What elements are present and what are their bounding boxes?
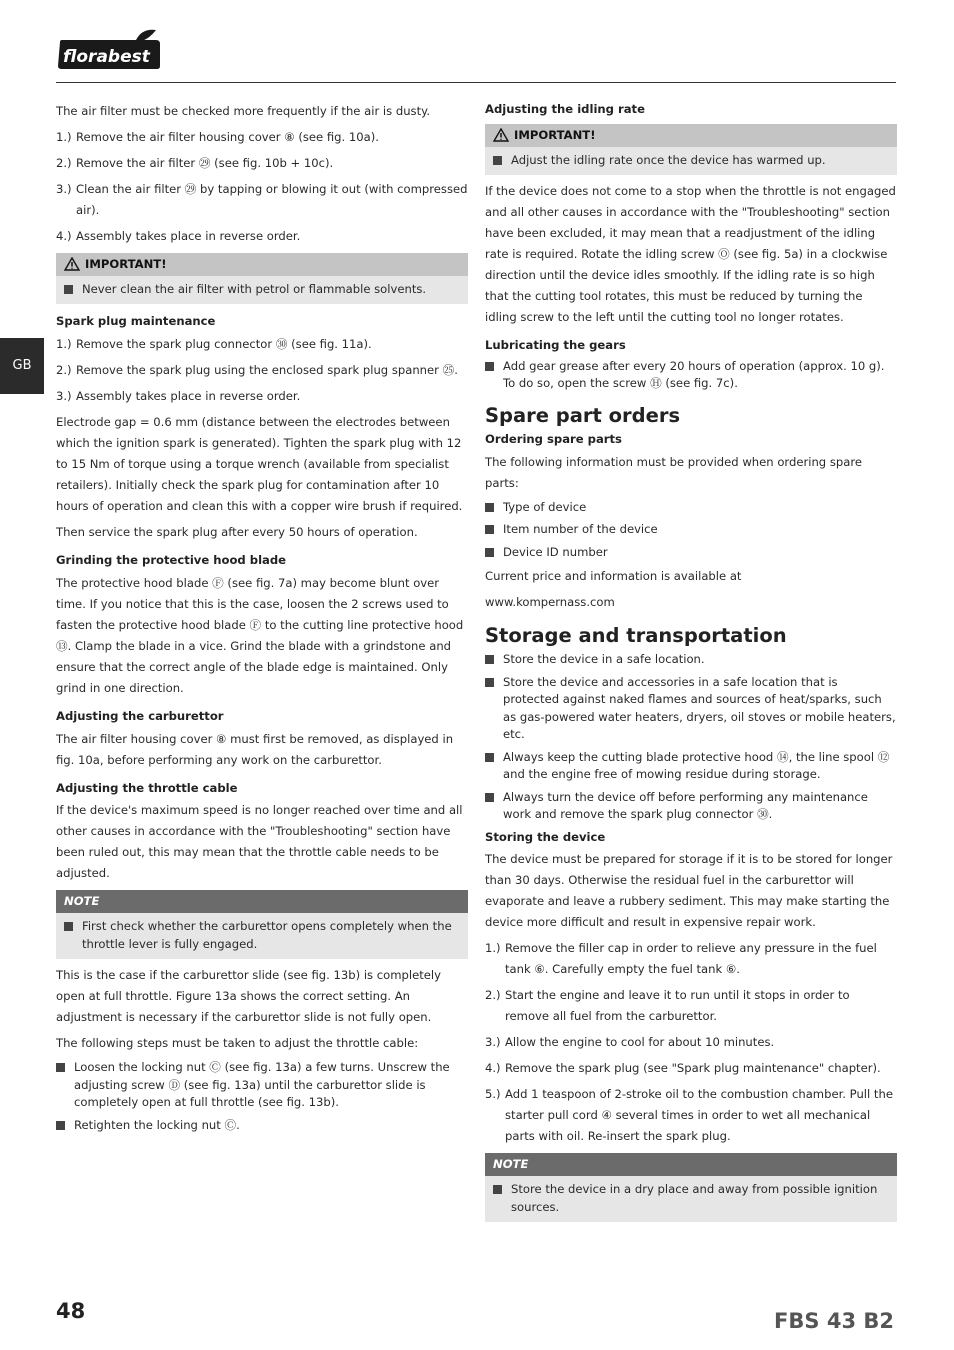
box-body (56, 276, 468, 305)
numbered-step (56, 334, 468, 355)
paragraph: The protective hood blade Ⓕ (see fig. 7a) may become blunt over time. If you notice that this is the case, loosen the 2 screws used to fasten the protective hood blade Ⓕ to the cutting line protective hood ⑬. Clamp the blade in a vice. Grind the blade with a grindstone and ensure that the correct angle of the blade edge is maintained. Only grind in one direction. (56, 575, 464, 695)
bullet-item (485, 521, 897, 539)
bullet-text: Store the device in a safe location. (503, 652, 705, 667)
bullet-square-icon (485, 678, 494, 687)
bullet-square-icon (493, 1185, 502, 1194)
bullet-square-icon (485, 655, 494, 664)
bullet-text: First check whether the carburettor opens completely when the throttle lever is fully engaged. (82, 919, 452, 951)
step-number: 2.) (56, 363, 72, 378)
bullet-square-icon (485, 362, 494, 371)
bullet-square-icon (485, 793, 494, 802)
numbered-step (56, 386, 468, 407)
bullet-text: Always keep the cutting blade protective hood ⑭, the line spool ⑫ and the engine free of mowing residue during storage. (503, 749, 890, 782)
bullet-square-icon (56, 1121, 65, 1130)
bullet-text: Item number of the device (503, 522, 658, 537)
paragraph: The following information must be provided when ordering spare parts: (485, 454, 863, 490)
box-title: NOTE (493, 1157, 529, 1172)
chapter-heading: Spare part orders (485, 403, 681, 427)
paragraph: The device must be prepared for storage if it is to be stored for longer than 30 days. Otherwise the residual fuel in the carburettor will evaporate and leave a rubbery sediment. This may make starting the device more difficult and result in expensive repair work. (485, 852, 893, 930)
numbered-step (485, 1032, 897, 1053)
bullet-square-icon (64, 285, 73, 294)
step-text: Remove the air filter ㉙ (see fig. 10b + 10c). (76, 156, 334, 170)
bullet-square-icon (485, 525, 494, 534)
box-body (56, 913, 468, 959)
bullet-item (64, 918, 460, 953)
brand-name: florabest (63, 47, 150, 67)
step-text: Clean the air filter ㉙ by tapping or blowing it out (with compressed air). (76, 182, 468, 217)
bullet-text: Adjust the idling rate once the device has warmed up. (511, 152, 826, 167)
box-header (56, 890, 468, 913)
bullet-item (493, 152, 889, 170)
bullet-item (493, 1181, 889, 1216)
language-tab: GB (0, 338, 44, 394)
bullet-item (485, 651, 897, 669)
bullet-item (485, 749, 897, 784)
step-number: 4.) (485, 1061, 501, 1076)
bullet-text: Retighten the locking nut Ⓒ. (74, 1117, 240, 1132)
step-text: Remove the air filter housing cover ⑧ (see fig. 10a). (76, 130, 379, 144)
box-header (485, 1153, 897, 1176)
bullet-item (56, 1059, 468, 1112)
warning-icon (64, 257, 80, 271)
bullet-item (64, 281, 460, 299)
bullet-item (485, 499, 897, 517)
bullet-text: Add gear grease after every 20 hours of operation (approx. 10 g). To do so, open the screw Ⓗ (see fig. 7c). (503, 358, 885, 391)
bullet-square-icon (485, 753, 494, 762)
step-number: 3.) (56, 389, 72, 404)
bullet-text: Device ID number (503, 544, 608, 559)
bullet-item (485, 544, 897, 562)
important-box (56, 253, 468, 304)
step-number: 1.) (485, 941, 501, 956)
box-header (485, 124, 897, 147)
header-rule (56, 82, 896, 83)
box-title: IMPORTANT! (85, 257, 167, 271)
box-title: NOTE (64, 894, 100, 909)
bullet-square-icon (64, 922, 73, 931)
section-heading: Spark plug maintenance (56, 314, 216, 329)
bullet-text: Always turn the device off before performing any maintenance work and remove the spark plug connector ㉚. (503, 789, 868, 822)
numbered-step (56, 153, 468, 174)
numbered-step (485, 1084, 897, 1147)
paragraph: If the device's maximum speed is no longer reached over time and all other causes in accordance with the "Troubleshooting" section have been ruled out, this may mean that the throttle cable needs to be adjusted. (56, 803, 463, 881)
step-number: 4.) (56, 229, 72, 243)
bullet-item (485, 358, 897, 393)
paragraph: The air filter must be checked more frequently if the air is dusty. (56, 104, 431, 118)
step-number: 1.) (56, 130, 72, 144)
bullet-item (485, 789, 897, 824)
numbered-step (56, 179, 468, 221)
box-header (56, 253, 468, 276)
paragraph: The following steps must be taken to adjust the throttle cable: (56, 1036, 419, 1051)
step-text: Remove the spark plug using the enclosed spark plug spanner ㉕. (76, 363, 458, 378)
bullet-square-icon (485, 548, 494, 557)
right-column (485, 101, 897, 1228)
paragraph: Then service the spark plug after every 50 hours of operation. (56, 525, 418, 540)
paragraph: Electrode gap = 0.6 mm (distance between the electrodes between which the ignition spark is generated). Tighten the spark plug with 12 to 15 Nm of torque using a torque wrench (available from specialist retailers). Initially check the spark plug for contamination after 10 hours of operation and clean this with a copper wire brush if required. (56, 415, 463, 514)
numbered-step (56, 226, 468, 247)
step-number: 2.) (56, 156, 72, 170)
step-text: Remove the spark plug (see "Spark plug maintenance" chapter). (505, 1061, 881, 1076)
step-number: 3.) (56, 182, 72, 196)
section-heading: Ordering spare parts (485, 431, 622, 446)
paragraph: This is the case if the carburettor slide (see fig. 13b) is completely open at full throttle. Figure 13a shows the correct setting. An adjustment is necessary if the carburettor slide is not fully open. (56, 968, 442, 1025)
step-number: 5.) (485, 1087, 501, 1102)
section-heading: Storing the device (485, 829, 606, 844)
bullet-text: Never clean the air filter with petrol or flammable solvents. (82, 281, 427, 296)
important-box (485, 124, 897, 175)
section-heading: Lubricating the gears (485, 338, 626, 353)
paragraph: Current price and information is available at (485, 569, 742, 584)
step-text: Remove the spark plug connector ㉚ (see fig. 11a). (76, 337, 372, 352)
florabest-logo (56, 28, 162, 72)
model-name: FBS 43 B2 (774, 1309, 894, 1333)
note-box (56, 890, 468, 959)
step-text: Start the engine and leave it to run until it stops in order to remove all fuel from the carburettor. (505, 988, 850, 1024)
page-number: 48 (56, 1299, 86, 1323)
bullet-item (56, 1117, 468, 1135)
section-heading: Adjusting the carburettor (56, 708, 224, 723)
bullet-square-icon (56, 1063, 65, 1072)
bullet-square-icon (485, 503, 494, 512)
paragraph: If the device does not come to a stop when the throttle is not engaged and all other causes in accordance with the "Troubleshooting" section have been excluded, it may mean that a readjustment of the idling rate is required. Rotate the idling screw Ⓞ (see fig. 5a) in a clockwise direction until the device idles smoothly. If the idling rate is so high that the cutting tool rotates, this must be reduced by turning the idling screw to the left until the cutting tool no longer rotates. (485, 184, 896, 325)
step-number: 2.) (485, 988, 501, 1003)
warning-icon (493, 128, 509, 142)
step-number: 3.) (485, 1035, 501, 1050)
chapter-heading: Storage and transportation (485, 624, 787, 648)
bullet-square-icon (493, 156, 502, 165)
paragraph: The air filter housing cover ⑧ must first be removed, as displayed in fig. 10a, before performing any work on the carburettor. (56, 731, 454, 767)
section-heading: Adjusting the throttle cable (56, 780, 238, 795)
note-box (485, 1153, 897, 1222)
step-number: 1.) (56, 337, 72, 352)
bullet-item (485, 674, 897, 744)
box-body (485, 147, 897, 176)
step-text: Add 1 teaspoon of 2-stroke oil to the combustion chamber. Pull the starter pull cord ④ several times in order to wet all mechanical parts with oil. Re-insert the spark plug. (505, 1087, 893, 1144)
bullet-text: Store the device and accessories in a safe location that is protected against naked flames and sources of heat/sparks, such as gas-powered water heaters, dryers, oil stoves or mobile heaters, etc. (503, 674, 896, 742)
numbered-step (485, 985, 897, 1027)
box-title: IMPORTANT! (514, 127, 596, 142)
box-body (485, 1176, 897, 1222)
paragraph: www.kompernass.com (485, 595, 615, 610)
bullet-text: Type of device (503, 499, 587, 514)
numbered-step (56, 360, 468, 381)
numbered-step (485, 1058, 897, 1079)
bullet-text: Loosen the locking nut Ⓒ (see fig. 13a) a few turns. Unscrew the adjusting screw Ⓓ (see fig. 13a) until the carburettor slide is completely open at full throttle (see fig. 13b). (74, 1060, 450, 1110)
step-text: Assembly takes place in reverse order. (76, 229, 301, 243)
bullet-text: Store the device in a dry place and away from possible ignition sources. (511, 1182, 878, 1214)
numbered-step (485, 938, 897, 980)
section-heading: Grinding the protective hood blade (56, 553, 287, 568)
step-text: Assembly takes place in reverse order. (76, 389, 301, 404)
left-column (56, 101, 468, 1139)
step-text: Remove the filler cap in order to relieve any pressure in the fuel tank ⑥. Carefully empty the fuel tank ⑥. (505, 941, 877, 977)
numbered-step (56, 127, 468, 148)
step-text: Allow the engine to cool for about 10 minutes. (505, 1035, 775, 1050)
section-heading: Adjusting the idling rate (485, 102, 645, 116)
